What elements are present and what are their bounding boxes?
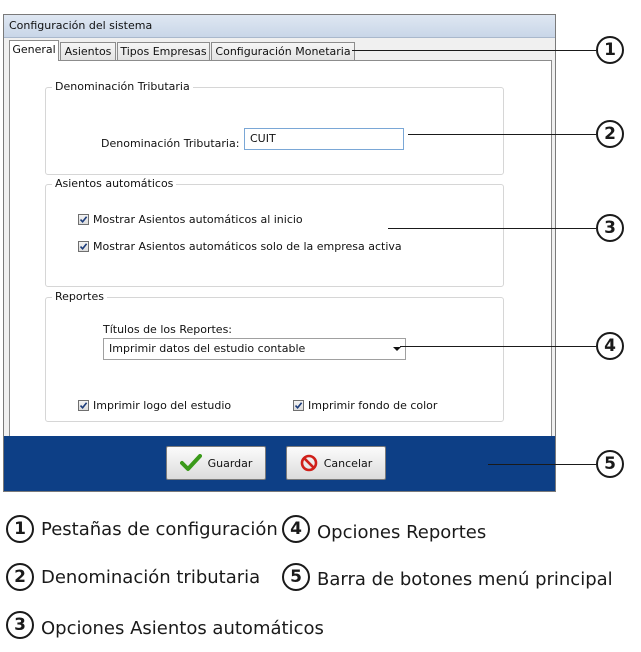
- checkbox-checked-icon[interactable]: [78, 214, 89, 225]
- callout-line-5: [488, 464, 596, 465]
- legend-number-2: 2: [6, 563, 34, 591]
- callout-5: 5: [596, 450, 624, 478]
- legend-text-5: Barra de botones menú principal: [317, 568, 613, 590]
- legend-item-5: [282, 563, 613, 591]
- legend-item-3: [6, 611, 324, 639]
- group-asientos: [45, 177, 504, 287]
- check-asientos-inicio-label: Mostrar Asientos automáticos al inicio: [93, 213, 303, 226]
- legend-text-4: Opciones Reportes: [317, 521, 487, 543]
- callout-line-3: [388, 228, 596, 229]
- legend-item-2: [6, 563, 260, 591]
- cancel-button[interactable]: [286, 446, 386, 480]
- callout-4: 4: [596, 332, 624, 360]
- legend-number-3: 3: [6, 611, 34, 639]
- checkbox-checked-icon[interactable]: [293, 400, 304, 411]
- button-bar: [4, 436, 555, 491]
- cancel-button-label: Cancelar: [323, 456, 373, 470]
- tab-general[interactable]: General: [9, 40, 59, 61]
- tab-panel-general: [9, 60, 552, 438]
- legend-number-5: 5: [282, 563, 310, 591]
- callout-1: 1: [596, 36, 624, 64]
- config-dialog: [3, 14, 556, 492]
- legend-text-2: Denominación tributaria: [41, 566, 261, 588]
- reportes-titles-select[interactable]: [103, 338, 406, 360]
- save-button-label: Guardar: [207, 456, 253, 470]
- check-asientos-empresa-activa[interactable]: [78, 240, 402, 253]
- tab-tipos-empresas[interactable]: Tipos Empresas: [117, 42, 210, 60]
- window-title: Configuración del sistema: [4, 15, 555, 38]
- denominacion-label: Denominación Tributaria:: [101, 137, 240, 150]
- legend-item-1: [6, 515, 278, 543]
- legend-item-4: [282, 515, 486, 543]
- legend-text-1: Pestañas de configuración: [41, 518, 278, 540]
- group-reportes: [45, 290, 504, 422]
- callout-2: 2: [596, 120, 624, 148]
- check-asientos-inicio[interactable]: [78, 213, 303, 226]
- save-button[interactable]: [166, 446, 266, 480]
- tab-configuracion-monetaria[interactable]: Configuración Monetaria: [211, 42, 355, 60]
- check-imprimir-fondo[interactable]: [293, 399, 437, 412]
- check-imprimir-logo[interactable]: [78, 399, 231, 412]
- chevron-down-icon[interactable]: [393, 347, 401, 351]
- check-imprimir-fondo-label: Imprimir fondo de color: [308, 399, 438, 412]
- reportes-titles-label: Títulos de los Reportes:: [103, 323, 233, 336]
- checkbox-checked-icon[interactable]: [78, 241, 89, 252]
- cancel-icon: [300, 454, 318, 472]
- denominacion-input[interactable]: CUIT: [244, 128, 404, 150]
- check-imprimir-logo-label: Imprimir logo del estudio: [93, 399, 232, 412]
- group-denominacion-title: Denominación Tributaria: [52, 80, 193, 94]
- group-reportes-title: Reportes: [52, 290, 107, 304]
- checkmark-icon: [180, 454, 202, 472]
- checkbox-checked-icon[interactable]: [78, 400, 89, 411]
- reportes-titles-select-value: Imprimir datos del estudio contable: [109, 342, 306, 355]
- callout-line-1: [352, 50, 596, 51]
- tab-asientos[interactable]: Asientos: [60, 42, 116, 60]
- check-asientos-empresa-activa-label: Mostrar Asientos automáticos solo de la empresa activa: [93, 240, 402, 253]
- group-asientos-title: Asientos automáticos: [52, 177, 176, 191]
- group-denominacion: [45, 80, 504, 175]
- callout-line-4: [400, 346, 596, 347]
- legend-number-1: 1: [6, 515, 34, 543]
- callout-3: 3: [596, 214, 624, 242]
- legend-number-4: 4: [282, 515, 310, 543]
- legend-text-3: Opciones Asientos automáticos: [41, 617, 324, 639]
- callout-line-2: [408, 134, 596, 135]
